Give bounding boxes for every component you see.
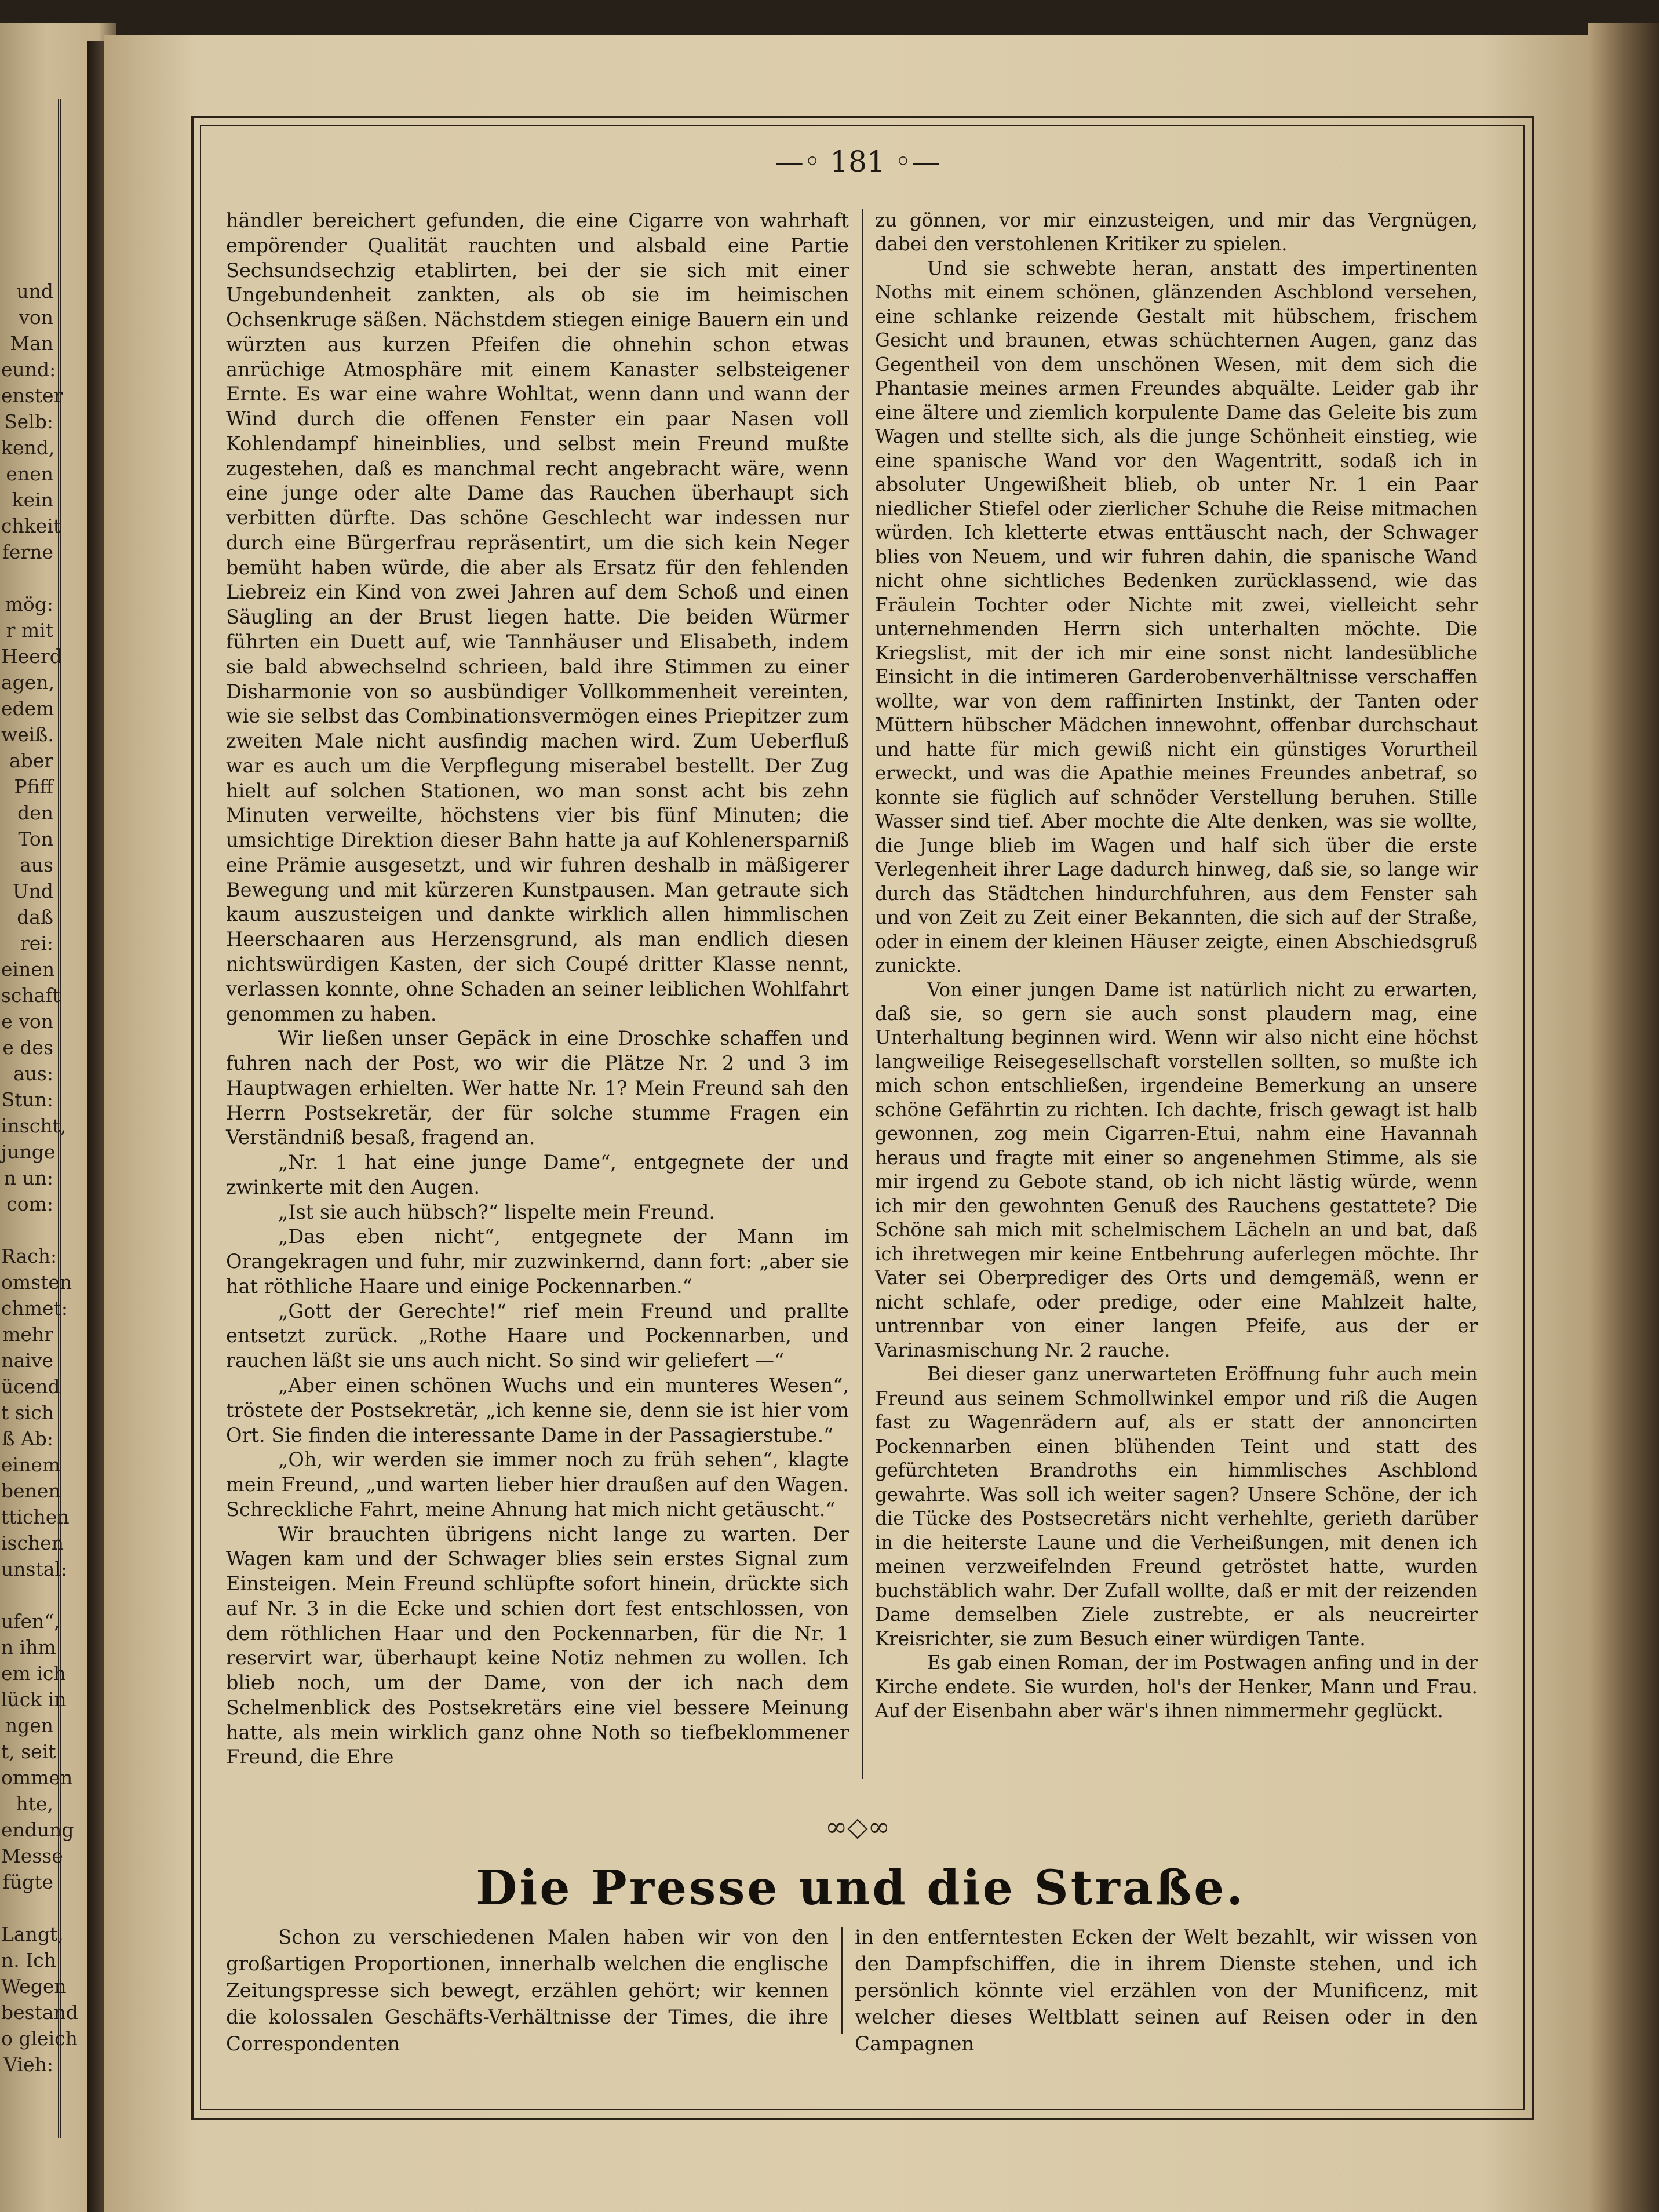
left-page-fragment: Rach: [1,1245,57,1267]
article2-right-column: in den entferntesten Ecken der Welt bezahlt, wir wissen von den Dampfschiffen, die in ihrem Dienste stehen, und ich persönlich könnte viel erzählen von der Munificenz, mit welcher dieses Weltblatt seinen auf Reisen oder in den Campagnen [855,1926,1478,2056]
column-divider-bottom [841,1927,843,2034]
paragraph: zu gönnen, vor mir einzusteigen, und mir das Vergnügen, dabei den verstohlenen Kritiker zu spielen. [875,209,1478,256]
left-page-fragments [1,278,78,2078]
left-page-fragment: em ich [1,1662,66,1685]
left-page-fragment: fügte [2,1871,53,1893]
left-page-fragment: mög: [5,593,53,615]
paragraph: „Aber einen schönen Wuchs und ein munteres Wesen“, tröstete der Postsekretär, „ich kenne sie, denn sie ist hier vom Ort. Sie finden die interessante Dame in der Passagierstube.“ [226,1373,849,1446]
left-page-fragment: Wegen [1,1975,67,1998]
paragraph: „Oh, wir werden sie immer noch zu früh sehen“, klagte mein Freund, „und warten lieber hier draußen auf den Wagen. Schreckliche Fahrt, meine Ahnung hat mich nicht getäuscht.“ [226,1448,849,1521]
left-page-fragment: aus: [13,1062,53,1085]
article1-left-column [226,209,849,1779]
left-page-fragment: Man [10,332,53,355]
left-page-fragment: unstal: [1,1558,68,1580]
left-page-fragment: Stun: [1,1088,53,1111]
left-page-fragment: ferne [2,541,53,563]
section-ornament: ∞◇∞ [825,1811,890,1842]
article2-left-column: Schon zu verschiedenen Malen haben wir von den großartigen Proportionen, innerhalb welchen die englische Zeitungspresse sich bewegt, erzählen gehört; wir kennen die kolossalen Geschäfts-Verhältnisse der Times, die ihre Correspondenten [226,1926,829,2056]
left-page-fragment: agen, [1,671,55,694]
left-page-fragment: ischen [1,1532,64,1554]
left-page-fragment: naive [1,1349,53,1372]
paragraph: „Nr. 1 hat eine junge Dame“, entgegnete der und zwinkerte mit den Augen. [226,1151,849,1198]
paragraph: „Das eben nicht“, entgegnete der Mann im Orangekragen und fuhr, mir zuzwinkernd, dann fort: „aber sie hat röthliche Haare und einige Pockennarben.“ [226,1225,849,1298]
left-page-fragment: Und [12,880,53,902]
left-page-fragment: bestand [1,2001,78,2024]
paragraph: „Gott der Gerechte!“ rief mein Freund und prallte entsetzt zurück. „Rothe Haare und Pockennarben, und rauchen läßt sie uns auch nicht. So sind wir geliefert —“ [226,1299,849,1372]
article1-right-column [875,209,1478,1779]
left-page-fragment: chkeit [1,515,61,537]
left-page-fragment [1,565,53,591]
left-page-fragment: hte, [16,1792,53,1815]
paragraph: Wir ließen unser Gepäck in eine Droschke schaffen und fuhren nach der Post, wo wir die Plätze Nr. 2 und 3 im Hauptwagen erhielten. Wer hatte Nr. 1? Mein Freund sah den Herrn Postsekretär, der für solche stumme Fragen ein Verständniß besaß, fragend an. [226,1027,849,1149]
paragraph: Es gab einen Roman, der im Postwagen anfing und in der Kirche endete. Sie wurden, hol's der Henker, Mann und Frau. Auf der Eisenbahn aber wär's ihnen nimmermehr geglückt. [875,1652,1478,1722]
left-page-fragment: e von [1,1010,53,1033]
left-page-fragment [1,1217,53,1243]
left-page-fragment: Vieh: [3,2053,53,2076]
left-page-fragment: t sich [1,1401,54,1424]
paragraph: Bei dieser ganz unerwarteten Eröffnung fuhr auch mein Freund aus seinem Schmollwinkel empor und riß die Augen fast zu Wagenrädern auf, als er statt der annoncirten Pockennarben einen blühenden Teint und statt des gefürchteten Brandroths ein himmlisches Aschblond gewahrte. Was soll ich weiter sagen? Unsere Schöne, der ich die Tücke des Postsecretärs nicht verhehlte, gerieth darüber in die heiterste Laune und die Verheißungen, mit denen ich meinen verzweifelnden Freund getröstet hatte, wurden buchstäblich wahr. Der Zufall wollte, daß er mit der reizenden Dame demselben Ziele zustrebte, er als neucreirter Kreisrichter, sie zum Besuch einer würdigen Tante. [875,1363,1478,1650]
left-page-fragment: ttichen [1,1506,70,1528]
page-number: —◦ 181 ◦— [774,145,941,178]
left-page-fragment: n. Ich [1,1949,57,1972]
left-page-fragment: Heerd [1,645,62,668]
left-page-fragment: ufen“, [1,1610,60,1632]
left-page-fragment: e des [2,1036,53,1059]
left-page-fragment: schaft [1,984,60,1007]
left-page-fragment: endung [1,1819,74,1841]
left-page-fragment: n ihm [1,1636,56,1659]
left-page-fragment: com: [6,1193,53,1215]
left-page-fragment: Pfiff [14,775,53,798]
left-page-fragment: edem [1,697,54,720]
left-page-fragment [1,1582,53,1608]
left-page-fragment: den [17,801,53,824]
left-page-fragment: r mit [6,619,53,642]
left-page-fragment: kend, [1,436,55,459]
left-page-fragment: Langt, [1,1923,64,1945]
left-page-fragment: und [16,280,53,303]
page-edge [1588,23,1659,2212]
left-page-fragment: ß Ab: [2,1427,53,1450]
left-page-fragment: Ton [18,828,53,850]
paragraph: Wir brauchten übrigens nicht lange zu warten. Der Wagen kam und der Schwager blies sein erstes Signal zum Einsteigen. Mein Freund schlüpfte sofort hinein, drückte sich auf Nr. 3 in die Ecke und schien dort fest entschlossen, von dem röthlichen Haar und den Pockennarben, für die Nr. 1 reservirt war, überhaupt keine Notiz nehmen zu wollen. Ich blieb noch, um der Dame, von der ich nach dem Schelmenblick des Postsekretärs eine viel bessere Meinung hatte, als mein wirklich ganz ohne Noth so tiefbeklommener Freund, die Ehre [226,1522,849,1769]
left-page-fragment: enster [1,384,63,407]
left-page-fragment: enen [6,462,53,485]
left-page-fragment: t, seit [1,1740,56,1763]
left-page-fragment: n un: [3,1167,53,1189]
left-page-fragment: o gleich [1,2027,78,2050]
column-divider [862,209,863,1779]
left-page-fragment: ommen [1,1766,73,1789]
left-page-fragment: rei: [20,932,53,954]
left-page-fragment: daß [17,906,53,928]
left-page-fragment: lück in [1,1688,67,1711]
left-page-fragment: aus [20,854,53,876]
left-page-fragment: benen [1,1479,61,1502]
left-page-fragment: weiß. [1,723,54,746]
left-page-fragment: inscht, [1,1114,67,1137]
paragraph: Von einer jungen Dame ist natürlich nicht zu erwarten, daß sie, so gern sie auch sonst plaudern mag, eine Unterhaltung beginnen wird. Wenn wir also nicht eine höchst langweilige Reisegesellschaft vorstellen sollten, so mußte ich mich schon entschließen, irgendeine Bemerkung an unsere schöne Gefährtin zu richten. Ich dachte, frisch gewagt ist halb gewonnen, zog mein Cigarren-Etui, nahm eine Havannah heraus und fragte mit einer so angenehmen Stimme, als sie mir irgend zu Gebote stand, ob ich nicht lästig würde, wenn ich mir den gewohnten Genuß des Rauchens gestattete? Die Schöne sah mich mit schelmischem Lächeln an und bat, daß ich ihretwegen mir keine Entbehrung auferlegen möchte. Ihr Vater sei Oberprediger des Orts und demgemäß, wenn er nicht schlafe, oder predige, oder eine Mahlzeit halte, untrennbar von einer langen Pfeife, aus der er Varinasmischung Nr. 2 rauche. [875,978,1478,1361]
paragraph: händler bereichert gefunden, die eine Cigarre von wahrhaft empörender Qualität rauchten und alsbald eine Partie Sechsundsechzig etablirten, bei der sie sich mit einer Ungebundenheit zankten, als ob sie im heimischen Ochsenkruge säßen. Nächstdem stiegen einige Bauern ein und würzten aus kurzen Pfeifen die ohnehin schon etwas anrüchige Atmosphäre mit einem Kanaster selbsteigener Ernte. Es war eine wahre Wohltat, wenn dann und wann der Wind durch die offenen Fenster ein paar Nasen voll Kohlendampf hineinblies, und selbst mein Freund mußte zugestehen, daß es manchmal recht angebracht wäre, wenn eine junge oder alte Dame das Rauchen überhaupt sich verbitten dürfte. Das schöne Geschlecht war indessen nur durch eine Bürgerfrau repräsentirt, um die sich kein Neger bemüht haben würde, die aber als Ersatz für den fehlenden Liebreiz ein Kind von zwei Jahren auf dem Schoß und einen Säugling an der Brust liegen hatte. Die beiden Würmer führten ein Duett auf, wie Tannhäuser und Elisabeth, indem sie bald abwechselnd schrieen, bald ihre Stimmen zu einer Disharmonie von so ausbündiger Vollkommenheit vereinten, wie sie selbst das Combinationsvermögen eines Priepitzer zum zweiten Male nicht ausfindig machen wird. Zum Ueberfluß war es auch um die Verpflegung miserabel bestellt. Der Zug hielt auf solchen Stationen, wo man sonst acht bis zehn Minuten verweilte, höchstens vier bis fünf Minuten; die umsichtige Direktion dieser Bahn hatte ja auf Kohlenersparniß eine Prämie ausgesetzt, und wir fuhren deshalb in mäßigerer Bewegung und mit kürzeren Kunstpausen. Man getraute sich kaum auszusteigen und dankte wirklich allen himmlischen Heerschaaren aus Herzensgrund, als man endlich diesen nichtswürdigen Kasten, der sich Coupé dritter Klasse nennt, verlassen konnte, ohne Schaden an seiner leiblichen Wohlfahrt genommen zu haben. [226,209,849,1025]
left-page-fragment: mehr [2,1323,53,1346]
article-title: Die Presse und die Straße. [476,1860,1245,1916]
left-page-fragment: Messe [1,1845,63,1867]
left-page-fragment: aber [9,749,53,772]
left-page-fragment: ücend [1,1375,60,1398]
left-page-fragment: junge [1,1140,56,1163]
left-page-fragment: Selb: [4,410,53,433]
left-page-fragment: von [19,306,53,329]
left-page-fragment: chmet: [1,1297,68,1320]
left-page-fragment: eund: [1,358,56,381]
left-page-fragment: einem [1,1453,61,1476]
paragraph: Und sie schwebte heran, anstatt des impertinenten Noths mit einem schönen, glänzenden Aschblond versehen, eine schlanke reizende Gestalt mit hübschem, frischem Gesicht und braunen, etwas schüchternen Augen, ganz das Gegentheil von dem unschönen Wesen, mit dem sich die Phantasie meines armen Freundes abquälte. Leider gab ihr eine ältere und ziemlich korpulente Dame das Geleite bis zum Wagen und stellte sich, als die junge Schönheit einstieg, wie eine spanische Wand vor den Wagentritt, sodaß ich in absoluter Ungewißheit blieb, ob unter Nr. 1 ein Paar niedlicher Stiefel oder zierlicher Schuhe die Reise mitmachen würden. Ich kletterte etwas enttäuscht nach, der Schwager blies von Neuem, und wir fuhren dahin, die spanische Wand nicht ohne sichtliches Bedenken zurücklassend, wie das Fräulein Tochter oder Nichte mit zwei, vielleicht sehr unternehmenden Herrn sich unterhalten möchte. Die Kriegslist, mit der ich mir eine sonst nicht landesübliche Einsicht in die intimeren Garderobenverhältnisse verschaffen wollte, war von dem raffinirten Instinkt, der Tanten oder Müttern hübscher Mädchen innewohnt, offenbar durchschaut und hatte für mich gewiß nicht ein günstiges Vorurtheil erweckt, und was die Apathie meines Freundes anbetraf, so konnte sie füglich auf schnöder Verstellung beruhen. Stille Wasser sind tief. Aber mochte die Alte denken, was sie wollte, die Junge blieb im Wagen und half sich über die erste Verlegenheit ihrer Lage dadurch hinweg, daß sie, so lange wir durch das Städtchen hindurchfuhren, aus dem Fenster sah und von Zeit zu Zeit einer Bekannten, die sich auf der Straße, oder in einem der kleinen Häuser zeigte, einen Abschiedsgruß zunickte. [875,257,1478,977]
left-page-fragment: kein [12,489,53,511]
page-number-value: 181 [830,145,885,178]
paragraph: „Ist sie auch hübsch?“ lispelte mein Freund. [278,1200,716,1223]
left-page-fragment [1,1895,53,1921]
left-page-fragment: omsten [1,1271,72,1293]
left-page-fragment: einen [1,958,55,981]
left-page-fragment: ngen [5,1714,53,1737]
